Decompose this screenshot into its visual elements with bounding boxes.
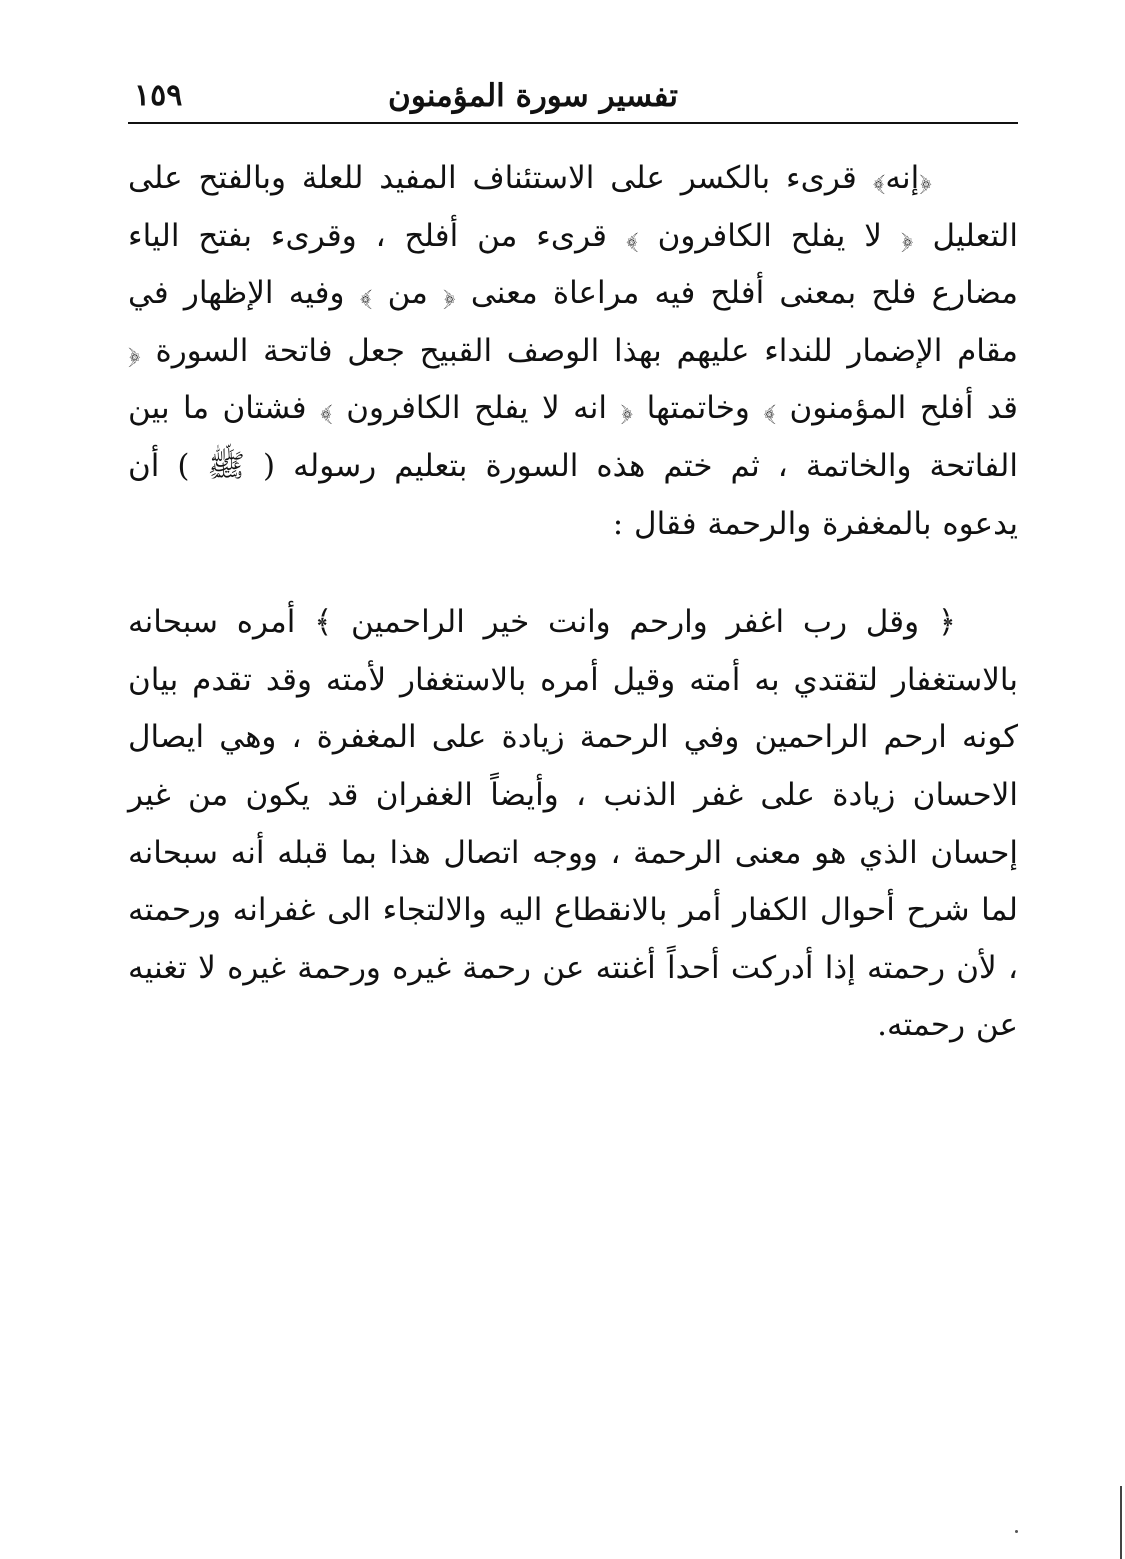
header-rule bbox=[128, 122, 1018, 124]
paragraph-1: ﴿إنه﴾ قرىء بالكسر على الاستئناف المفيد للعلة وبالفتح على التعليل ﴿ لا يفلح الكافرون ﴾ قرىء من أفلح ، وقرىء بفتح الياء مضارع فلح بمعنى أفلح فيه مراعاة معنى ﴿ من ﴾ وفيه الإظهار في مقام الإضمار للنداء عليهم بهذا الوصف القبيح جعل فاتحة السورة ﴿ قد أفلح المؤمنون ﴾ وخاتمتها ﴿ انه لا يفلح الكافرون ﴾ فشتان ما بين الفاتحة والخاتمة ، ثم ختم هذه السورة بتعليم رسوله ( ﷺ ) أن يدعوه بالمغفرة والرحمة فقال : bbox=[128, 160, 1018, 542]
page-header bbox=[128, 66, 1018, 124]
body-text bbox=[128, 150, 1018, 1055]
running-title: تفسير سورة المؤمنون bbox=[388, 78, 678, 114]
paragraph-2: ﴿ وقل رب اغفر وارحم وانت خير الراحمين ﴾ أمره سبحانه بالاستغفار لتقتدي به أمته وقيل أمره بالاستغفار لأمته وقد تقدم بيان كونه ارحم الراحمين وفي الرحمة زيادة على المغفرة ، وهي ايصال الاحسان زيادة على غفر الذنب ، وأيضاً الغفران قد يكون من غير إحسان الذي هو معنى الرحمة ، ووجه اتصال هذا بما قبله أنه سبحانه لما شرح أحوال الكفار أمر بالانقطاع اليه والالتجاء الى غفرانه ورحمته ، لأن رحمته إذا أدركت أحداً أغنته عن رحمة غيره ورحمة غيره لا تغنيه عن رحمته. bbox=[128, 604, 1018, 1044]
scan-dot bbox=[1015, 1530, 1018, 1533]
scan-edge-mark bbox=[1120, 1486, 1122, 1559]
page-number: ١٥٩ bbox=[134, 78, 183, 113]
